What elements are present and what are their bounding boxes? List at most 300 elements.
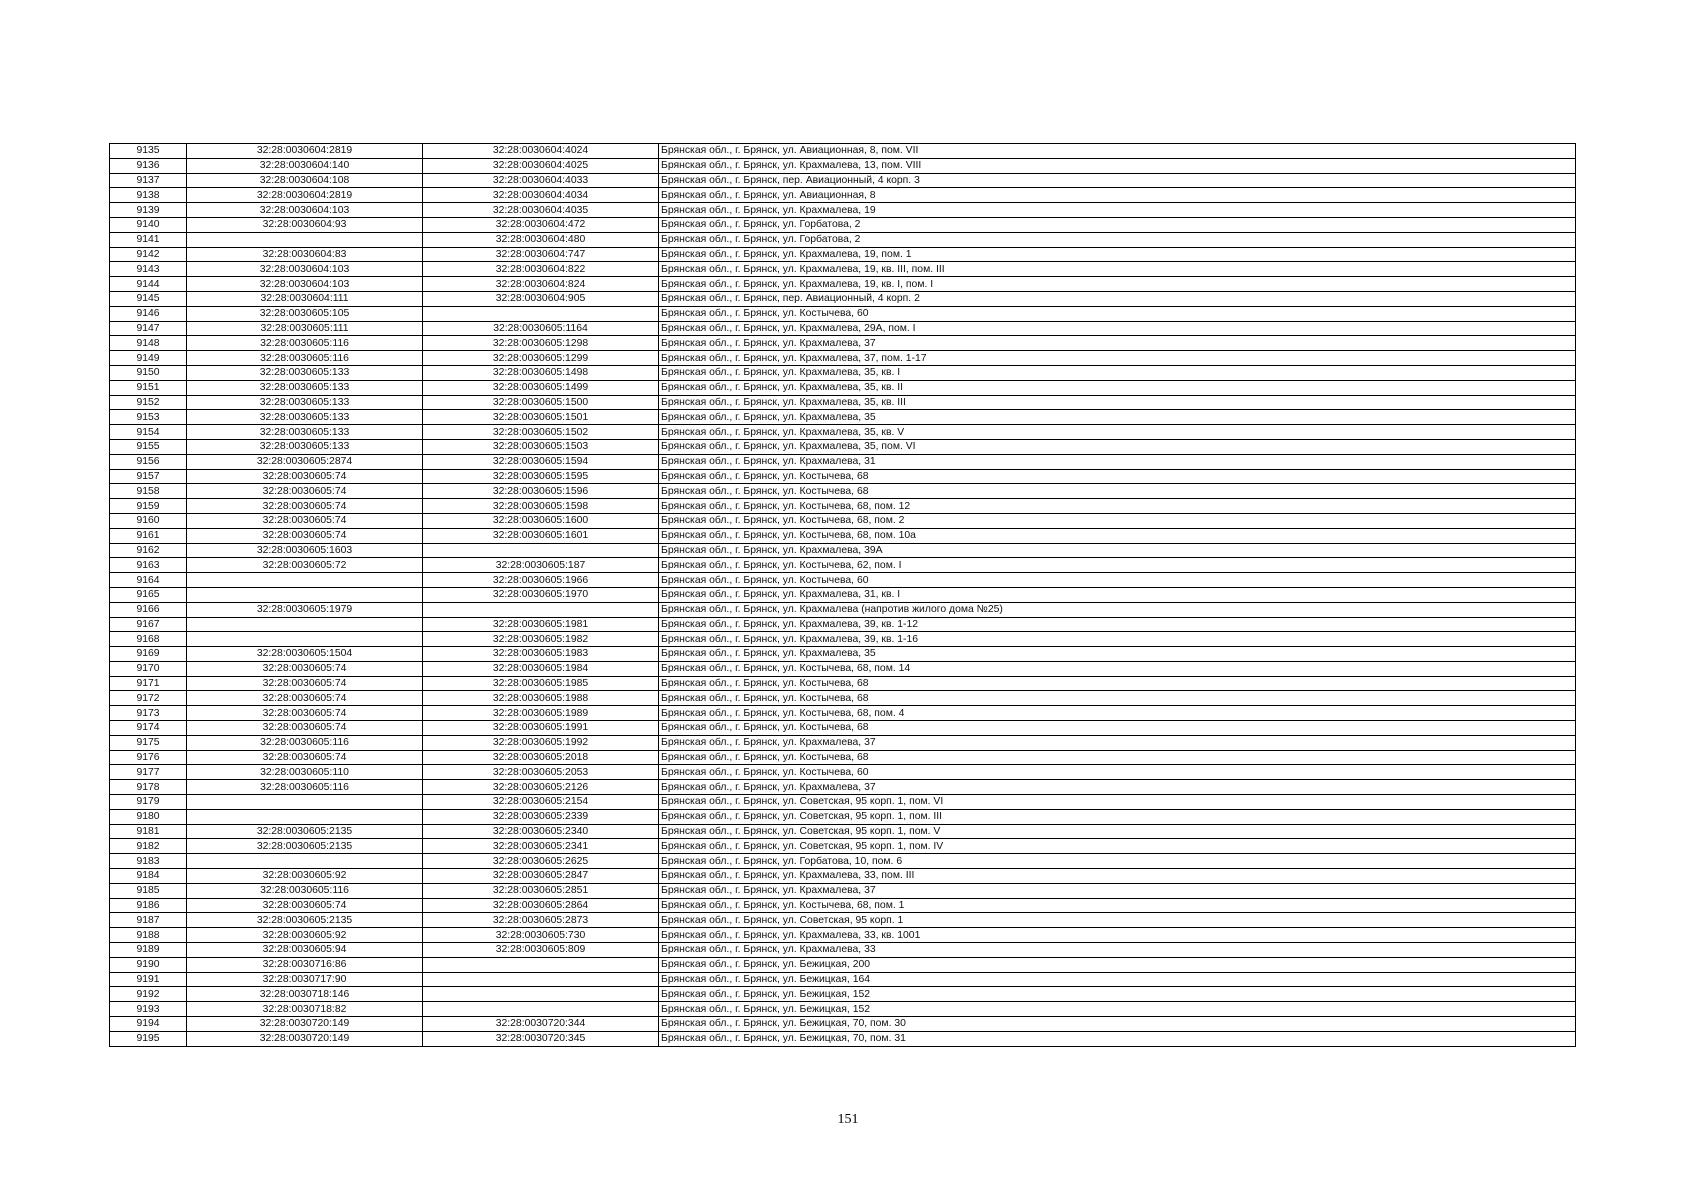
table-row xyxy=(110,957,1576,972)
row-number-cell: 9180 xyxy=(110,809,187,824)
parcel-cadastral-number-cell: 32:28:0030605:133 xyxy=(187,410,423,425)
row-number-cell: 9167 xyxy=(110,617,187,632)
object-cadastral-number-cell: 32:28:0030605:1601 xyxy=(423,528,659,543)
parcel-cadastral-number-cell: 32:28:0030604:2819 xyxy=(187,188,423,203)
address-cell: Брянская обл., г. Брянск, ул. Горбатова, 2 xyxy=(659,232,1576,247)
table-row xyxy=(110,928,1576,943)
row-number-cell: 9137 xyxy=(110,173,187,188)
row-number-cell: 9169 xyxy=(110,647,187,662)
address-cell: Брянская обл., г. Брянск, ул. Бежицкая, 152 xyxy=(659,1002,1576,1017)
table-row xyxy=(110,1031,1576,1046)
address-cell: Брянская обл., г. Брянск, ул. Крахмалева, 33 xyxy=(659,943,1576,958)
page-number: 151 xyxy=(837,1112,859,1127)
row-number-cell: 9139 xyxy=(110,203,187,218)
address-cell: Брянская обл., г. Брянск, ул. Крахмалева, 29А, пом. I xyxy=(659,321,1576,336)
table-row xyxy=(110,158,1576,173)
address-cell: Брянская обл., г. Брянск, ул. Крахмалева, 19, кв. III, пом. III xyxy=(659,262,1576,277)
table-row xyxy=(110,1017,1576,1032)
row-number-cell: 9148 xyxy=(110,336,187,351)
object-cadastral-number-cell: 32:28:0030604:4035 xyxy=(423,203,659,218)
registry-table xyxy=(109,143,1576,1047)
object-cadastral-number-cell: 32:28:0030605:1600 xyxy=(423,513,659,528)
object-cadastral-number-cell: 32:28:0030604:4025 xyxy=(423,158,659,173)
address-cell: Брянская обл., г. Брянск, ул. Костычева, 62, пом. I xyxy=(659,558,1576,573)
table-row xyxy=(110,647,1576,662)
table-row xyxy=(110,499,1576,514)
table-row xyxy=(110,809,1576,824)
object-cadastral-number-cell: 32:28:0030605:1164 xyxy=(423,321,659,336)
object-cadastral-number-cell: 32:28:0030605:2154 xyxy=(423,795,659,810)
object-cadastral-number-cell: 32:28:0030604:480 xyxy=(423,232,659,247)
table-row xyxy=(110,632,1576,647)
address-cell: Брянская обл., г. Брянск, ул. Костычева, 68, пом. 10а xyxy=(659,528,1576,543)
parcel-cadastral-number-cell: 32:28:0030605:105 xyxy=(187,306,423,321)
parcel-cadastral-number-cell: 32:28:0030717:90 xyxy=(187,972,423,987)
object-cadastral-number-cell: 32:28:0030605:2625 xyxy=(423,854,659,869)
parcel-cadastral-number-cell: 32:28:0030605:74 xyxy=(187,706,423,721)
parcel-cadastral-number-cell: 32:28:0030604:108 xyxy=(187,173,423,188)
table-row xyxy=(110,528,1576,543)
parcel-cadastral-number-cell: 32:28:0030718:146 xyxy=(187,987,423,1002)
row-number-cell: 9176 xyxy=(110,750,187,765)
address-cell: Брянская обл., г. Брянск, ул. Крахмалева, 35, кв. III xyxy=(659,395,1576,410)
address-cell: Брянская обл., г. Брянск, ул. Советская, 95 корп. 1, пом. IV xyxy=(659,839,1576,854)
row-number-cell: 9153 xyxy=(110,410,187,425)
table-row xyxy=(110,913,1576,928)
table-row xyxy=(110,188,1576,203)
table-row xyxy=(110,735,1576,750)
parcel-cadastral-number-cell: 32:28:0030605:94 xyxy=(187,943,423,958)
parcel-cadastral-number-cell: 32:28:0030605:1603 xyxy=(187,543,423,558)
object-cadastral-number-cell: 32:28:0030604:822 xyxy=(423,262,659,277)
row-number-cell: 9190 xyxy=(110,957,187,972)
address-cell: Брянская обл., г. Брянск, ул. Костычева, 68 xyxy=(659,691,1576,706)
table-row xyxy=(110,602,1576,617)
parcel-cadastral-number-cell: 32:28:0030605:133 xyxy=(187,425,423,440)
table-row xyxy=(110,543,1576,558)
object-cadastral-number-cell xyxy=(423,602,659,617)
address-cell: Брянская обл., г. Брянск, ул. Костычева, 68, пом. 2 xyxy=(659,513,1576,528)
object-cadastral-number-cell: 32:28:0030605:1970 xyxy=(423,587,659,602)
table-row xyxy=(110,750,1576,765)
parcel-cadastral-number-cell: 32:28:0030720:149 xyxy=(187,1017,423,1032)
object-cadastral-number-cell: 32:28:0030605:1981 xyxy=(423,617,659,632)
parcel-cadastral-number-cell: 32:28:0030605:74 xyxy=(187,721,423,736)
object-cadastral-number-cell: 32:28:0030604:905 xyxy=(423,291,659,306)
parcel-cadastral-number-cell: 32:28:0030605:74 xyxy=(187,898,423,913)
parcel-cadastral-number-cell: 32:28:0030605:116 xyxy=(187,735,423,750)
object-cadastral-number-cell: 32:28:0030605:2126 xyxy=(423,780,659,795)
parcel-cadastral-number-cell: 32:28:0030605:110 xyxy=(187,765,423,780)
object-cadastral-number-cell xyxy=(423,1002,659,1017)
address-cell: Брянская обл., г. Брянск, ул. Советская, 95 корп. 1, пом. V xyxy=(659,824,1576,839)
address-cell: Брянская обл., г. Брянск, ул. Крахмалева, 31 xyxy=(659,454,1576,469)
table-row xyxy=(110,232,1576,247)
parcel-cadastral-number-cell: 32:28:0030605:74 xyxy=(187,499,423,514)
object-cadastral-number-cell: 32:28:0030604:4024 xyxy=(423,144,659,159)
table-row xyxy=(110,839,1576,854)
address-cell: Брянская обл., г. Брянск, ул. Костычева, 68, пом. 1 xyxy=(659,898,1576,913)
parcel-cadastral-number-cell: 32:28:0030604:140 xyxy=(187,158,423,173)
parcel-cadastral-number-cell: 32:28:0030605:74 xyxy=(187,661,423,676)
object-cadastral-number-cell: 32:28:0030605:1988 xyxy=(423,691,659,706)
parcel-cadastral-number-cell: 32:28:0030605:92 xyxy=(187,869,423,884)
table-row xyxy=(110,365,1576,380)
parcel-cadastral-number-cell: 32:28:0030604:111 xyxy=(187,291,423,306)
address-cell: Брянская обл., г. Брянск, ул. Советская, 95 корп. 1 xyxy=(659,913,1576,928)
row-number-cell: 9177 xyxy=(110,765,187,780)
object-cadastral-number-cell: 32:28:0030604:472 xyxy=(423,217,659,232)
address-cell: Брянская обл., г. Брянск, ул. Бежицкая, 164 xyxy=(659,972,1576,987)
parcel-cadastral-number-cell xyxy=(187,232,423,247)
object-cadastral-number-cell: 32:28:0030604:747 xyxy=(423,247,659,262)
address-cell: Брянская обл., г. Брянск, ул. Костычева, 68 xyxy=(659,469,1576,484)
address-cell: Брянская обл., г. Брянск, ул. Советская, 95 корп. 1, пом. VI xyxy=(659,795,1576,810)
row-number-cell: 9143 xyxy=(110,262,187,277)
table-row xyxy=(110,173,1576,188)
object-cadastral-number-cell: 32:28:0030605:1299 xyxy=(423,351,659,366)
parcel-cadastral-number-cell: 32:28:0030605:111 xyxy=(187,321,423,336)
row-number-cell: 9192 xyxy=(110,987,187,1002)
object-cadastral-number-cell xyxy=(423,543,659,558)
row-number-cell: 9182 xyxy=(110,839,187,854)
parcel-cadastral-number-cell: 32:28:0030605:133 xyxy=(187,380,423,395)
row-number-cell: 9183 xyxy=(110,854,187,869)
address-cell: Брянская обл., г. Брянск, ул. Бежицкая, 70, пом. 30 xyxy=(659,1017,1576,1032)
parcel-cadastral-number-cell xyxy=(187,587,423,602)
address-cell: Брянская обл., г. Брянск, ул. Крахмалева, 39А xyxy=(659,543,1576,558)
row-number-cell: 9152 xyxy=(110,395,187,410)
parcel-cadastral-number-cell: 32:28:0030604:2819 xyxy=(187,144,423,159)
address-cell: Брянская обл., г. Брянск, ул. Крахмалева, 39, кв. 1-16 xyxy=(659,632,1576,647)
address-cell: Брянская обл., г. Брянск, ул. Костычева, 60 xyxy=(659,306,1576,321)
table-row xyxy=(110,277,1576,292)
object-cadastral-number-cell: 32:28:0030605:1991 xyxy=(423,721,659,736)
table-row xyxy=(110,439,1576,454)
address-cell: Брянская обл., г. Брянск, ул. Крахмалева, 35, кв. I xyxy=(659,365,1576,380)
table-row xyxy=(110,351,1576,366)
address-cell: Брянская обл., г. Брянск, ул. Крахмалева, 19 xyxy=(659,203,1576,218)
parcel-cadastral-number-cell xyxy=(187,854,423,869)
address-cell: Брянская обл., г. Брянск, ул. Крахмалева, 13, пом. VIII xyxy=(659,158,1576,173)
parcel-cadastral-number-cell: 32:28:0030718:82 xyxy=(187,1002,423,1017)
parcel-cadastral-number-cell: 32:28:0030605:1979 xyxy=(187,602,423,617)
parcel-cadastral-number-cell: 32:28:0030605:2135 xyxy=(187,913,423,928)
table-row xyxy=(110,1002,1576,1017)
row-number-cell: 9191 xyxy=(110,972,187,987)
object-cadastral-number-cell: 32:28:0030605:1503 xyxy=(423,439,659,454)
address-cell: Брянская обл., г. Брянск, ул. Костычева, 68 xyxy=(659,721,1576,736)
table-row xyxy=(110,972,1576,987)
table-row xyxy=(110,854,1576,869)
object-cadastral-number-cell: 32:28:0030605:2851 xyxy=(423,883,659,898)
object-cadastral-number-cell: 32:28:0030605:1594 xyxy=(423,454,659,469)
row-number-cell: 9145 xyxy=(110,291,187,306)
table-row xyxy=(110,262,1576,277)
object-cadastral-number-cell: 32:28:0030605:2053 xyxy=(423,765,659,780)
parcel-cadastral-number-cell: 32:28:0030605:133 xyxy=(187,439,423,454)
table-row xyxy=(110,395,1576,410)
parcel-cadastral-number-cell: 32:28:0030605:74 xyxy=(187,750,423,765)
row-number-cell: 9156 xyxy=(110,454,187,469)
address-cell: Брянская обл., г. Брянск, пер. Авиационный, 4 корп. 3 xyxy=(659,173,1576,188)
address-cell: Брянская обл., г. Брянск, ул. Бежицкая, 200 xyxy=(659,957,1576,972)
row-number-cell: 9140 xyxy=(110,217,187,232)
address-cell: Брянская обл., г. Брянск, ул. Костычева, 68, пом. 14 xyxy=(659,661,1576,676)
table-row xyxy=(110,706,1576,721)
table-row xyxy=(110,883,1576,898)
table-row xyxy=(110,661,1576,676)
table-row xyxy=(110,824,1576,839)
table-row xyxy=(110,869,1576,884)
table-row xyxy=(110,380,1576,395)
table-row xyxy=(110,617,1576,632)
parcel-cadastral-number-cell: 32:28:0030604:103 xyxy=(187,277,423,292)
parcel-cadastral-number-cell: 32:28:0030605:1504 xyxy=(187,647,423,662)
object-cadastral-number-cell: 32:28:0030605:1598 xyxy=(423,499,659,514)
table-row xyxy=(110,765,1576,780)
table-row xyxy=(110,587,1576,602)
registry-table-body xyxy=(110,144,1576,1047)
parcel-cadastral-number-cell: 32:28:0030605:2135 xyxy=(187,839,423,854)
row-number-cell: 9181 xyxy=(110,824,187,839)
table-row xyxy=(110,454,1576,469)
address-cell: Брянская обл., г. Брянск, ул. Советская, 95 корп. 1, пом. III xyxy=(659,809,1576,824)
parcel-cadastral-number-cell: 32:28:0030720:149 xyxy=(187,1031,423,1046)
parcel-cadastral-number-cell: 32:28:0030605:74 xyxy=(187,676,423,691)
table-row xyxy=(110,691,1576,706)
parcel-cadastral-number-cell: 32:28:0030605:133 xyxy=(187,365,423,380)
parcel-cadastral-number-cell: 32:28:0030605:116 xyxy=(187,336,423,351)
address-cell: Брянская обл., г. Брянск, ул. Крахмалева, 39, кв. 1-12 xyxy=(659,617,1576,632)
object-cadastral-number-cell: 32:28:0030604:4034 xyxy=(423,188,659,203)
row-number-cell: 9159 xyxy=(110,499,187,514)
row-number-cell: 9185 xyxy=(110,883,187,898)
address-cell: Брянская обл., г. Брянск, ул. Крахмалева, 37, пом. 1-17 xyxy=(659,351,1576,366)
row-number-cell: 9162 xyxy=(110,543,187,558)
address-cell: Брянская обл., г. Брянск, ул. Крахмалева (напротив жилого дома №25) xyxy=(659,602,1576,617)
row-number-cell: 9141 xyxy=(110,232,187,247)
address-cell: Брянская обл., г. Брянск, ул. Костычева, 68, пом. 12 xyxy=(659,499,1576,514)
parcel-cadastral-number-cell: 32:28:0030605:74 xyxy=(187,528,423,543)
row-number-cell: 9179 xyxy=(110,795,187,810)
row-number-cell: 9184 xyxy=(110,869,187,884)
parcel-cadastral-number-cell: 32:28:0030605:116 xyxy=(187,883,423,898)
parcel-cadastral-number-cell: 32:28:0030604:93 xyxy=(187,217,423,232)
parcel-cadastral-number-cell: 32:28:0030605:2135 xyxy=(187,824,423,839)
row-number-cell: 9170 xyxy=(110,661,187,676)
row-number-cell: 9187 xyxy=(110,913,187,928)
object-cadastral-number-cell: 32:28:0030605:730 xyxy=(423,928,659,943)
address-cell: Брянская обл., г. Брянск, ул. Крахмалева, 19, кв. I, пом. I xyxy=(659,277,1576,292)
object-cadastral-number-cell: 32:28:0030605:1596 xyxy=(423,484,659,499)
object-cadastral-number-cell: 32:28:0030605:1982 xyxy=(423,632,659,647)
table-row xyxy=(110,795,1576,810)
row-number-cell: 9155 xyxy=(110,439,187,454)
parcel-cadastral-number-cell xyxy=(187,795,423,810)
row-number-cell: 9188 xyxy=(110,928,187,943)
row-number-cell: 9146 xyxy=(110,306,187,321)
address-cell: Брянская обл., г. Брянск, ул. Горбатова, 10, пом. 6 xyxy=(659,854,1576,869)
parcel-cadastral-number-cell: 32:28:0030604:83 xyxy=(187,247,423,262)
row-number-cell: 9154 xyxy=(110,425,187,440)
parcel-cadastral-number-cell: 32:28:0030605:72 xyxy=(187,558,423,573)
address-cell: Брянская обл., г. Брянск, ул. Крахмалева, 35 xyxy=(659,410,1576,425)
row-number-cell: 9178 xyxy=(110,780,187,795)
address-cell: Брянская обл., г. Брянск, пер. Авиационный, 4 корп. 2 xyxy=(659,291,1576,306)
address-cell: Брянская обл., г. Брянск, ул. Горбатова, 2 xyxy=(659,217,1576,232)
row-number-cell: 9175 xyxy=(110,735,187,750)
table-row xyxy=(110,513,1576,528)
table-row xyxy=(110,573,1576,588)
address-cell: Брянская обл., г. Брянск, ул. Костычева, 68 xyxy=(659,750,1576,765)
table-row xyxy=(110,987,1576,1002)
object-cadastral-number-cell: 32:28:0030605:1983 xyxy=(423,647,659,662)
row-number-cell: 9174 xyxy=(110,721,187,736)
parcel-cadastral-number-cell xyxy=(187,632,423,647)
row-number-cell: 9193 xyxy=(110,1002,187,1017)
object-cadastral-number-cell: 32:28:0030605:2847 xyxy=(423,869,659,884)
row-number-cell: 9135 xyxy=(110,144,187,159)
address-cell: Брянская обл., г. Брянск, ул. Крахмалева, 19, пом. 1 xyxy=(659,247,1576,262)
object-cadastral-number-cell: 32:28:0030605:2339 xyxy=(423,809,659,824)
object-cadastral-number-cell: 32:28:0030605:2864 xyxy=(423,898,659,913)
address-cell: Брянская обл., г. Брянск, ул. Крахмалева, 37 xyxy=(659,735,1576,750)
parcel-cadastral-number-cell xyxy=(187,573,423,588)
address-cell: Брянская обл., г. Брянск, ул. Крахмалева, 35, кв. II xyxy=(659,380,1576,395)
row-number-cell: 9165 xyxy=(110,587,187,602)
table-row xyxy=(110,425,1576,440)
parcel-cadastral-number-cell: 32:28:0030604:103 xyxy=(187,262,423,277)
address-cell: Брянская обл., г. Брянск, ул. Костычева, 68, пом. 4 xyxy=(659,706,1576,721)
address-cell: Брянская обл., г. Брянск, ул. Крахмалева, 37 xyxy=(659,883,1576,898)
object-cadastral-number-cell: 32:28:0030605:1500 xyxy=(423,395,659,410)
row-number-cell: 9194 xyxy=(110,1017,187,1032)
object-cadastral-number-cell: 32:28:0030720:344 xyxy=(423,1017,659,1032)
table-row xyxy=(110,144,1576,159)
table-row xyxy=(110,203,1576,218)
row-number-cell: 9189 xyxy=(110,943,187,958)
registry-sheet xyxy=(109,143,1575,1047)
parcel-cadastral-number-cell: 32:28:0030605:133 xyxy=(187,395,423,410)
object-cadastral-number-cell: 32:28:0030605:1595 xyxy=(423,469,659,484)
table-row xyxy=(110,484,1576,499)
table-row xyxy=(110,558,1576,573)
address-cell: Брянская обл., г. Брянск, ул. Костычева, 68 xyxy=(659,484,1576,499)
table-row xyxy=(110,306,1576,321)
object-cadastral-number-cell: 32:28:0030605:2018 xyxy=(423,750,659,765)
table-row xyxy=(110,247,1576,262)
parcel-cadastral-number-cell: 32:28:0030605:74 xyxy=(187,484,423,499)
parcel-cadastral-number-cell: 32:28:0030716:86 xyxy=(187,957,423,972)
address-cell: Брянская обл., г. Брянск, ул. Крахмалева, 33, пом. III xyxy=(659,869,1576,884)
object-cadastral-number-cell: 32:28:0030605:1298 xyxy=(423,336,659,351)
address-cell: Брянская обл., г. Брянск, ул. Крахмалева, 31, кв. I xyxy=(659,587,1576,602)
object-cadastral-number-cell: 32:28:0030605:809 xyxy=(423,943,659,958)
object-cadastral-number-cell: 32:28:0030605:187 xyxy=(423,558,659,573)
address-cell: Брянская обл., г. Брянск, ул. Авиационная, 8, пом. VII xyxy=(659,144,1576,159)
parcel-cadastral-number-cell: 32:28:0030605:92 xyxy=(187,928,423,943)
table-row xyxy=(110,410,1576,425)
object-cadastral-number-cell: 32:28:0030720:345 xyxy=(423,1031,659,1046)
row-number-cell: 9147 xyxy=(110,321,187,336)
address-cell: Брянская обл., г. Брянск, ул. Костычева, 60 xyxy=(659,765,1576,780)
object-cadastral-number-cell: 32:28:0030605:1499 xyxy=(423,380,659,395)
address-cell: Брянская обл., г. Брянск, ул. Крахмалева, 35 xyxy=(659,647,1576,662)
address-cell: Брянская обл., г. Брянск, ул. Бежицкая, 152 xyxy=(659,987,1576,1002)
table-row xyxy=(110,898,1576,913)
parcel-cadastral-number-cell xyxy=(187,617,423,632)
row-number-cell: 9151 xyxy=(110,380,187,395)
row-number-cell: 9161 xyxy=(110,528,187,543)
object-cadastral-number-cell: 32:28:0030605:1501 xyxy=(423,410,659,425)
row-number-cell: 9157 xyxy=(110,469,187,484)
row-number-cell: 9173 xyxy=(110,706,187,721)
object-cadastral-number-cell: 32:28:0030605:1984 xyxy=(423,661,659,676)
object-cadastral-number-cell xyxy=(423,972,659,987)
table-row xyxy=(110,780,1576,795)
row-number-cell: 9158 xyxy=(110,484,187,499)
parcel-cadastral-number-cell: 32:28:0030605:116 xyxy=(187,780,423,795)
object-cadastral-number-cell: 32:28:0030605:1989 xyxy=(423,706,659,721)
address-cell: Брянская обл., г. Брянск, ул. Крахмалева, 35, пом. VI xyxy=(659,439,1576,454)
parcel-cadastral-number-cell: 32:28:0030604:103 xyxy=(187,203,423,218)
object-cadastral-number-cell: 32:28:0030605:1992 xyxy=(423,735,659,750)
row-number-cell: 9138 xyxy=(110,188,187,203)
parcel-cadastral-number-cell: 32:28:0030605:74 xyxy=(187,691,423,706)
row-number-cell: 9142 xyxy=(110,247,187,262)
address-cell: Брянская обл., г. Брянск, ул. Крахмалева, 33, кв. 1001 xyxy=(659,928,1576,943)
object-cadastral-number-cell: 32:28:0030605:2341 xyxy=(423,839,659,854)
row-number-cell: 9149 xyxy=(110,351,187,366)
row-number-cell: 9144 xyxy=(110,277,187,292)
parcel-cadastral-number-cell: 32:28:0030605:2874 xyxy=(187,454,423,469)
parcel-cadastral-number-cell: 32:28:0030605:116 xyxy=(187,351,423,366)
row-number-cell: 9171 xyxy=(110,676,187,691)
object-cadastral-number-cell xyxy=(423,987,659,1002)
table-row xyxy=(110,469,1576,484)
object-cadastral-number-cell: 32:28:0030604:824 xyxy=(423,277,659,292)
table-row xyxy=(110,336,1576,351)
address-cell: Брянская обл., г. Брянск, ул. Костычева, 68 xyxy=(659,676,1576,691)
parcel-cadastral-number-cell: 32:28:0030605:74 xyxy=(187,469,423,484)
object-cadastral-number-cell: 32:28:0030605:2340 xyxy=(423,824,659,839)
row-number-cell: 9166 xyxy=(110,602,187,617)
object-cadastral-number-cell: 32:28:0030605:1502 xyxy=(423,425,659,440)
object-cadastral-number-cell: 32:28:0030605:1498 xyxy=(423,365,659,380)
table-row xyxy=(110,321,1576,336)
object-cadastral-number-cell xyxy=(423,957,659,972)
address-cell: Брянская обл., г. Брянск, ул. Костычева, 60 xyxy=(659,573,1576,588)
row-number-cell: 9168 xyxy=(110,632,187,647)
address-cell: Брянская обл., г. Брянск, ул. Крахмалева, 37 xyxy=(659,336,1576,351)
parcel-cadastral-number-cell xyxy=(187,809,423,824)
row-number-cell: 9195 xyxy=(110,1031,187,1046)
object-cadastral-number-cell xyxy=(423,306,659,321)
table-row xyxy=(110,943,1576,958)
row-number-cell: 9172 xyxy=(110,691,187,706)
table-row xyxy=(110,676,1576,691)
row-number-cell: 9186 xyxy=(110,898,187,913)
row-number-cell: 9150 xyxy=(110,365,187,380)
object-cadastral-number-cell: 32:28:0030604:4033 xyxy=(423,173,659,188)
row-number-cell: 9136 xyxy=(110,158,187,173)
address-cell: Брянская обл., г. Брянск, ул. Авиационная, 8 xyxy=(659,188,1576,203)
table-row xyxy=(110,291,1576,306)
address-cell: Брянская обл., г. Брянск, ул. Крахмалева, 35, кв. V xyxy=(659,425,1576,440)
row-number-cell: 9160 xyxy=(110,513,187,528)
row-number-cell: 9163 xyxy=(110,558,187,573)
